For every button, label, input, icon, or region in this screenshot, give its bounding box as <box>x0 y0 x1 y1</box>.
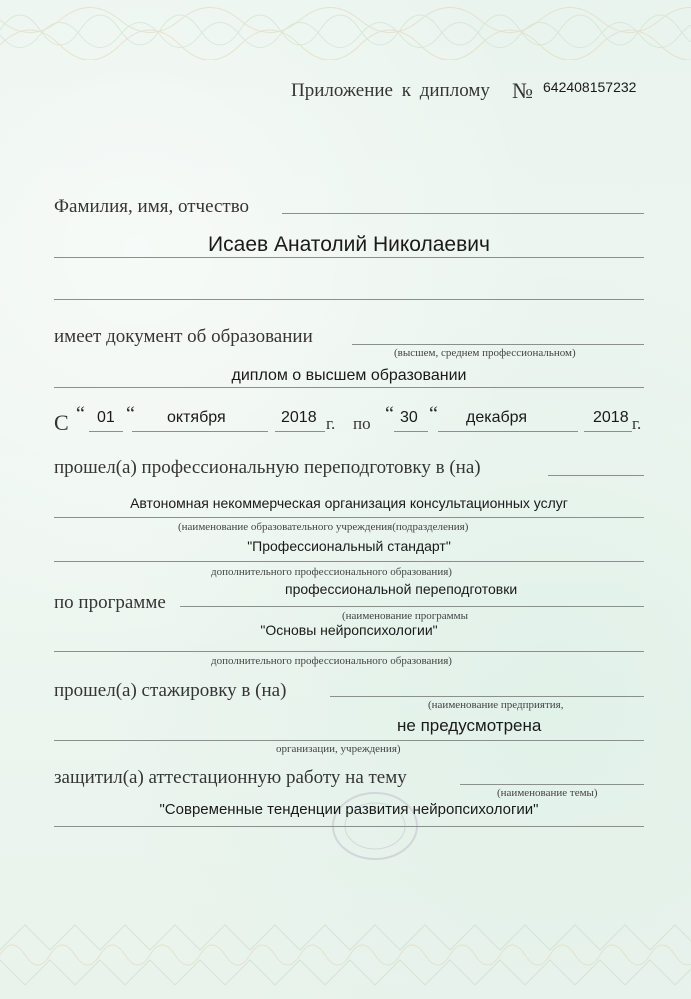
fio-label: Фамилия, имя, отчество <box>54 196 250 217</box>
retraining-label-underline <box>548 475 644 476</box>
end-year: 2018 <box>593 409 629 426</box>
internship-underline-2 <box>54 740 644 741</box>
start-year-underline <box>275 431 325 432</box>
internship-hint-2: организации, учреждения) <box>276 743 401 755</box>
program-hint-1: (наименование программы <box>342 610 468 622</box>
retraining-organization-underline <box>54 517 644 518</box>
guilloche-border-top <box>0 0 691 60</box>
thesis-label-underline <box>460 784 644 785</box>
retraining-organization-2: "Профессиональный стандарт" <box>247 538 451 554</box>
end-year-underline <box>584 431 632 432</box>
education-value-underline <box>54 387 644 388</box>
start-year-suffix: г. <box>326 414 336 433</box>
education-underline <box>352 344 644 345</box>
program-value-1: профессиональной переподготовки <box>285 581 518 597</box>
number-sign: № <box>512 78 533 103</box>
internship-hint-1: (наименование предприятия, <box>428 699 564 711</box>
end-day: 30 <box>400 409 418 426</box>
end-year-suffix: г. <box>632 414 642 433</box>
internship-label: прошел(а) стажировку в (на) <box>54 680 287 701</box>
date-prefix: С <box>54 410 69 435</box>
guilloche-border-bottom <box>0 920 691 990</box>
program-hint-2: дополнительного профессионального образования) <box>211 655 452 667</box>
education-label: имеет документ об образовании <box>54 326 313 347</box>
fio-underline-3 <box>54 299 644 300</box>
retraining-hint-1: (наименование образовательного учреждения(подразделения) <box>178 521 469 533</box>
start-day: 01 <box>97 409 115 426</box>
end-open-quote: “ <box>385 403 394 425</box>
retraining-organization: Автономная некоммерческая организация консультационных услуг <box>130 495 568 511</box>
end-month-underline <box>438 431 578 432</box>
fio-value: Исаев Анатолий Николаевич <box>208 233 490 256</box>
start-close-quote: “ <box>126 403 135 425</box>
program-underline-2 <box>54 651 644 652</box>
thesis-value: "Современные тенденции развития нейропсихологии" <box>159 801 539 818</box>
fio-underline-2 <box>54 257 644 258</box>
start-year: 2018 <box>281 409 317 426</box>
internship-value: не предусмотрена <box>397 716 542 735</box>
fio-underline-1 <box>282 213 644 214</box>
retraining-label: прошел(а) профессиональную переподготовку в (на) <box>54 457 481 478</box>
date-middle: по <box>353 414 371 433</box>
internship-underline-1 <box>330 696 644 697</box>
appendix-title: Приложение к диплому <box>291 80 490 101</box>
thesis-hint: (наименование темы) <box>497 787 598 799</box>
end-month: декабря <box>466 409 528 426</box>
end-close-quote: “ <box>429 403 438 425</box>
thesis-value-underline <box>54 826 644 827</box>
start-open-quote: “ <box>76 403 85 425</box>
education-hint: (высшем, среднем профессиональном) <box>394 347 576 359</box>
education-value: диплом о высшем образовании <box>231 367 467 384</box>
start-month-underline <box>132 431 268 432</box>
program-value-2: "Основы нейропсихологии" <box>260 622 438 638</box>
start-day-underline <box>89 431 123 432</box>
retraining-organization-2-underline <box>54 561 644 562</box>
retraining-hint-2: дополнительного профессионального образования) <box>211 566 452 578</box>
start-month: октября <box>167 409 226 426</box>
thesis-label: защитил(а) аттестационную работу на тему <box>54 767 407 788</box>
end-day-underline <box>394 431 428 432</box>
program-label: по программе <box>54 592 166 613</box>
diploma-number: 642408157232 <box>543 79 637 95</box>
program-underline-1 <box>180 606 644 607</box>
